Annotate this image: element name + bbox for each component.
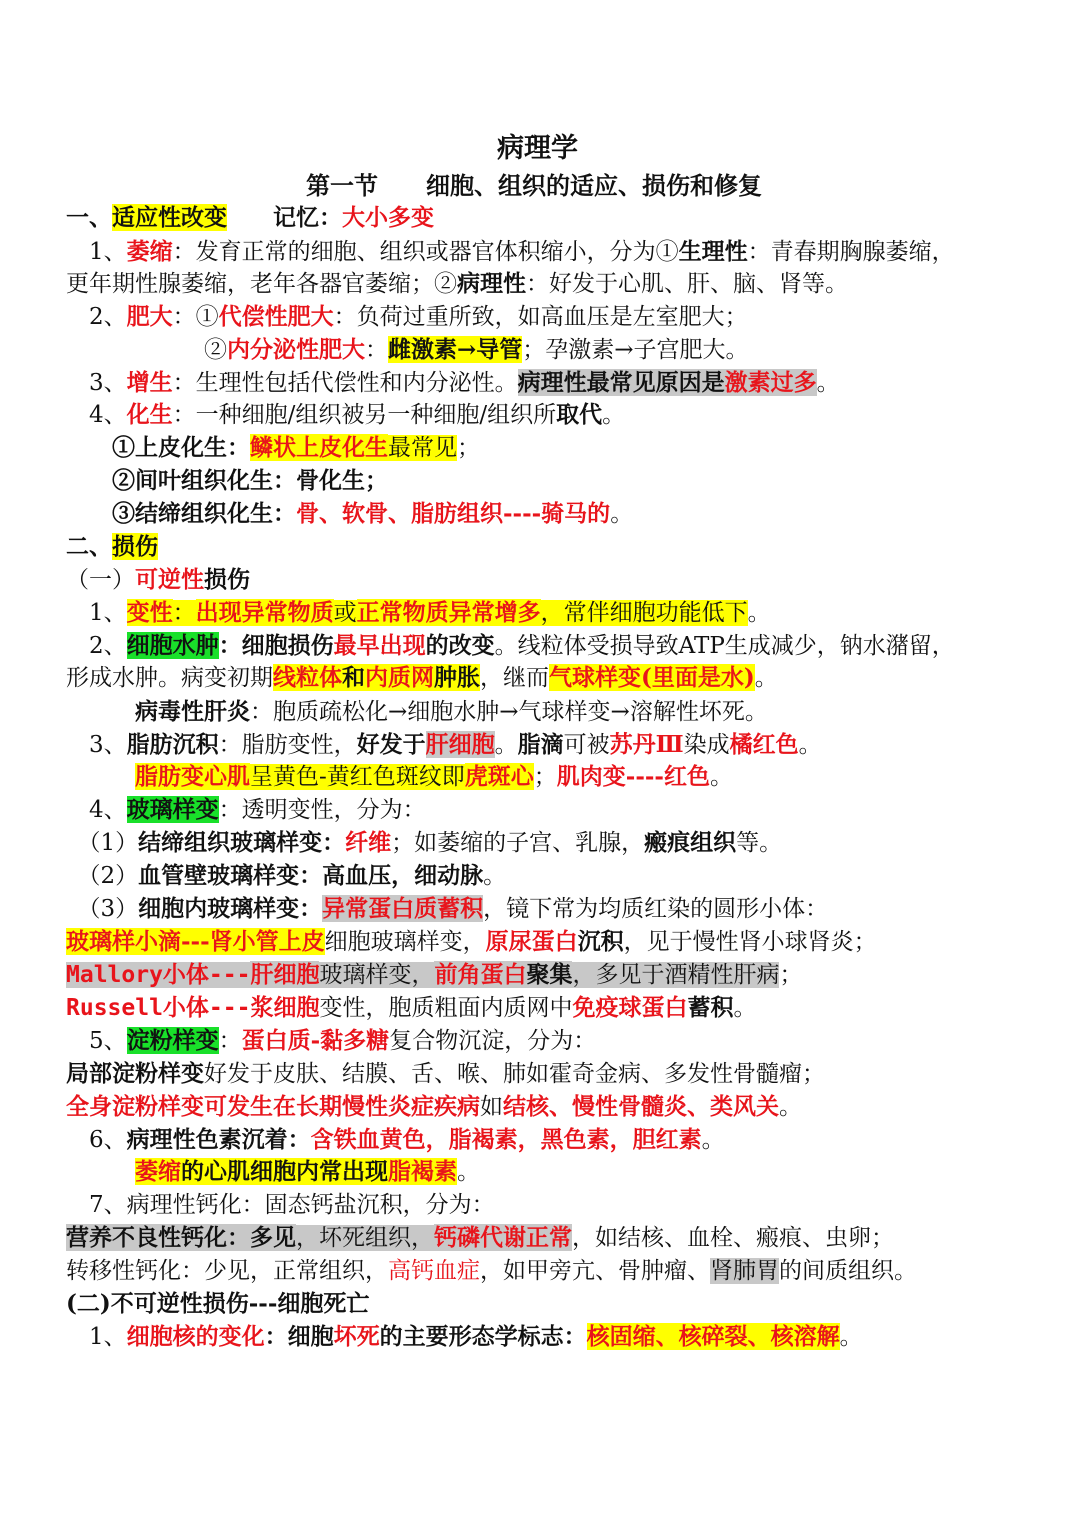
text-segment: 内质网 [365,664,434,691]
text-segment: 7、病理性钙化：固态钙盐沉积，分为： [66,1192,495,1218]
text-segment: 聚集 [526,961,573,988]
text-segment: 最常见 [388,435,457,461]
text-line [66,861,506,891]
text-segment: 肝细胞 [250,961,320,988]
text-segment: 出现异常物质 [195,599,334,626]
text-segment: Russell小体--- [66,995,251,1021]
text-segment: 增生 [126,369,173,396]
text-segment: 细胞核的变化 [126,1323,265,1350]
text-segment: ：细胞损伤 [218,632,334,659]
text-segment: ，继而 [480,665,549,691]
text-segment: 2、 [66,304,127,330]
text-segment: 内分泌性肥大 [227,336,365,363]
text-segment: 气球样变(里面是水) [549,664,755,691]
text-segment: 。 [779,1094,802,1120]
text-segment: 肿胀 [434,664,480,691]
text-segment: 4、 [66,797,127,823]
text-segment: 病理性 [457,270,526,297]
text-segment: 3、 [66,370,127,396]
text-line [66,795,426,825]
text-segment: 第一节 细胞、组织的适应、损伤和修复 [306,171,762,200]
text-segment: 形成水肿。病变初期 [66,665,273,691]
text-line [66,565,250,595]
text-segment: 4、 [66,402,127,428]
text-segment: 正常物质异常增多 [356,599,541,626]
text-segment: 转移性钙化：少见，正常组织， [66,1258,388,1284]
text-segment: 橘红色 [729,731,799,758]
text-segment: 钙磷代谢正常 [434,1224,572,1251]
text-segment: 二、 [66,533,112,560]
text-segment: 。 [754,665,778,691]
text-segment: 。 [701,1127,725,1153]
text-segment: 。 [747,600,771,626]
text-line [66,1125,725,1155]
text-line [66,433,480,463]
text-segment: 染成 [683,732,730,758]
text-segment: ①上皮化生： [66,434,250,461]
text-segment: 骨、软骨、脂肪组织----骑马的 [296,500,611,527]
text-segment: 记忆： [227,204,342,231]
text-segment: 。 [816,370,840,396]
text-segment: 和 [342,664,365,691]
text-segment: Mallory小体--- [66,962,251,988]
text-segment: 肥大 [126,303,173,330]
section-heading [306,171,762,201]
text-segment: ：负荷过重所致，如高血压是左室肥大； [333,304,748,330]
text-segment: ： [218,1028,242,1054]
text-line [66,1157,480,1187]
text-segment: 异常蛋白质蓄积 [322,895,484,922]
text-segment: 。 [610,501,634,527]
text-segment: 。 [457,1159,480,1185]
text-segment: 病毒性肝炎 [135,698,250,725]
text-line [66,1223,894,1253]
text-segment: 或 [333,600,357,626]
text-line [66,269,848,299]
text-segment: 脂肪沉积 [126,731,219,758]
text-line [66,598,771,628]
text-segment: ，常伴细胞功能低下 [540,600,748,626]
text-segment: ；孕激素→子宫肥大。 [522,337,749,363]
text-segment: 苏丹Ⅲ [609,731,684,758]
text-segment: 损伤 [112,533,158,560]
text-segment: 好发于皮肤、结膜、舌、喉、肺如霍奇金病、多发性骨髓瘤； [204,1061,825,1087]
text-line [66,1289,369,1319]
text-segment: 脂褐素 [388,1158,457,1185]
text-segment: ：好发于心肌、肝、脑、肾等。 [526,271,848,297]
text-segment: 损伤 [204,566,250,593]
text-line [66,762,733,792]
text-segment: ：细胞 [264,1323,334,1350]
text-segment: 免疫球蛋白 [572,994,688,1021]
text-segment: 沉积 [577,928,624,955]
text-line [66,960,802,990]
text-segment: 。 [483,863,507,889]
text-segment: 化生 [126,401,173,428]
text-line [66,203,434,233]
text-segment: （3） [66,896,139,922]
text-segment: 核固缩、核碎裂、核溶解 [586,1323,840,1350]
text-segment: 萎缩 [126,238,173,265]
text-line [66,828,782,858]
text-segment: 细胞玻璃样变， [324,929,486,955]
text-segment: ： [365,337,388,363]
text-segment: ，坏死组织， [296,1225,434,1251]
text-segment: ； [457,435,480,461]
text-segment: ：① [172,304,219,330]
text-segment: 激素过多 [724,369,817,396]
text-segment: 含铁血黄色，脂褐素，黑色素，胆红素 [310,1126,702,1153]
text-segment: 肌肉变----红色 [556,763,710,790]
text-segment: 浆细胞 [250,994,320,1021]
text-segment: 病理性色素沉着： [126,1126,311,1153]
text-segment: 雌激素→导管 [388,336,523,363]
text-segment: 局部淀粉样变 [66,1060,204,1087]
text-segment: 如 [480,1094,503,1120]
text-line [66,697,768,727]
text-segment: 淀粉样变 [126,1027,219,1054]
text-segment: ； [533,764,557,790]
text-segment: 代偿性肥大 [218,303,334,330]
text-segment: 肾肺胃 [710,1258,779,1284]
text-segment: 1、 [66,239,127,265]
text-segment: 纤维 [345,829,392,856]
text-segment: ，如结核、血栓、瘢痕、虫卵； [572,1225,894,1251]
text-segment: 复合物沉淀，分为： [389,1028,597,1054]
page-title [497,134,578,164]
text-segment: 细胞内玻璃样变： [138,895,323,922]
text-segment: (二)不可逆性损伤---细胞死亡 [66,1290,370,1317]
text-segment: ：透明变性，分为： [218,797,426,823]
text-segment: 的改变 [425,632,495,659]
text-line [66,993,756,1023]
text-segment: 最早出现 [333,632,426,659]
text-segment: ②间叶组织化生：骨化生； [66,467,388,494]
text-segment: 2、 [66,633,127,659]
text-segment: 虎斑心 [464,763,534,790]
text-segment: 生理性 [678,238,748,265]
text-line [66,1190,495,1220]
text-line [66,631,955,661]
text-segment: ，多见于酒精性肝病 [572,962,780,988]
text-line [66,532,158,562]
text-segment: 的间质组织。 [779,1258,917,1284]
text-segment [66,764,135,790]
text-segment: 结核、慢性骨髓炎、类风关 [503,1093,779,1120]
text-line [66,302,748,332]
text-segment: 等。 [736,830,783,856]
text-segment: ；如萎缩的子宫、乳腺， [391,830,645,856]
text-segment: 。 [709,764,733,790]
text-segment: ：胞质疏松化→细胞水肿→气球样变→溶解性坏死。 [250,699,768,725]
text-segment: 全身淀粉样变可发生在长期慢性炎症疾病 [66,1093,480,1120]
text-segment: 原尿蛋白 [485,928,578,955]
text-segment: ：发育正常的细胞、组织或器官体积缩小，分为① [172,239,679,265]
text-segment [66,699,135,725]
text-segment: 蓄积 [687,994,734,1021]
text-segment: 线粒体 [273,664,342,691]
text-segment: 前角蛋白 [434,961,527,988]
text-segment: 肝细胞 [425,731,495,758]
text-line [66,894,828,924]
text-segment: 的主要形态学标志： [379,1323,587,1350]
text-segment: 玻璃样变， [319,962,435,988]
text-segment [66,1159,135,1185]
text-segment: 脂滴 [517,731,564,758]
text-segment: 大小多变 [342,204,434,231]
text-segment: 瘢痕组织 [644,829,737,856]
text-segment: 适应性改变 [112,204,227,231]
text-segment: （2） [66,863,139,889]
text-segment: ，如甲旁亢、骨肿瘤、 [480,1258,710,1284]
text-segment: ：生理性包括代偿性和内分泌性。 [172,370,518,396]
text-segment: ③结缔组织化生： [66,500,296,527]
text-line [66,927,877,957]
text-segment: 脂肪变心肌 [135,763,250,790]
text-segment: 3、 [66,732,127,758]
text-segment: （1） [66,830,139,856]
text-segment: 。 [733,995,757,1021]
text-line [66,1059,825,1089]
text-segment: 玻璃样小滴---肾小管上皮 [66,928,325,955]
text-segment: 可被 [563,732,610,758]
text-segment: 变性 [126,599,173,626]
text-segment: 。 [602,402,626,428]
text-segment: 血管壁玻璃样变：高血压，细动脉 [138,862,484,889]
text-segment: 鳞状上皮化生 [250,434,388,461]
text-segment: 取代 [556,401,603,428]
text-segment: ：一种细胞/组织被另一种细胞/组织所 [172,402,557,428]
text-segment: 变性，胞质粗面内质网中 [319,995,573,1021]
text-segment: 病理性最常见原因是 [517,369,725,396]
text-segment: 萎缩 [135,1158,181,1185]
text-line [66,1092,802,1122]
text-line [66,663,778,693]
text-segment: 坏死 [333,1323,380,1350]
text-segment: 更年期性腺萎缩，老年各器官萎缩；② [66,271,457,297]
text-segment: 一、 [66,204,112,231]
text-segment: ② [66,337,227,363]
text-line [66,1256,917,1286]
text-segment: 结缔组织玻璃样变： [138,829,346,856]
text-segment: ：青春期胸腺萎缩， [747,239,955,265]
text-line [66,400,625,430]
text-segment: 病理学 [497,133,578,164]
text-line [66,1026,596,1056]
text-segment: 。 [839,1324,863,1350]
text-segment: 6、 [66,1127,127,1153]
text-line [66,1322,863,1352]
text-segment: ； [779,962,803,988]
text-segment: 1、 [66,1324,127,1350]
text-segment: 细胞水肿 [126,632,219,659]
text-segment: ：脂肪变性， [218,732,357,758]
text-segment: 蛋白质-黏多糖 [241,1027,390,1054]
text-segment: ，镜下常为均质红染的圆形小体： [483,896,829,922]
text-segment: 玻璃样变 [126,796,219,823]
text-line [66,335,749,365]
text-segment: 好发于 [356,731,426,758]
text-line [66,499,633,529]
text-segment: 1、 [66,600,127,626]
text-segment: ，见于慢性肾小球肾炎； [623,929,877,955]
text-segment: 高钙血症 [388,1258,480,1284]
text-segment: 。 [798,732,822,758]
text-segment: 的心肌细胞内常出现 [181,1158,388,1185]
text-line [66,730,822,760]
text-line [66,466,388,496]
text-segment: 。线粒体受损导致ATP生成减少，钠水潴留， [494,633,955,659]
text-segment: 。 [494,732,518,758]
text-line [66,368,840,398]
text-line [66,237,955,267]
text-segment: 5、 [66,1028,127,1054]
text-segment: 呈黄色-黄红色斑纹即 [250,764,465,790]
text-segment: （一） [66,567,135,593]
text-segment: 可逆性 [135,566,204,593]
text-segment: ： [172,600,196,626]
text-segment: 营养不良性钙化：多见 [66,1224,296,1251]
